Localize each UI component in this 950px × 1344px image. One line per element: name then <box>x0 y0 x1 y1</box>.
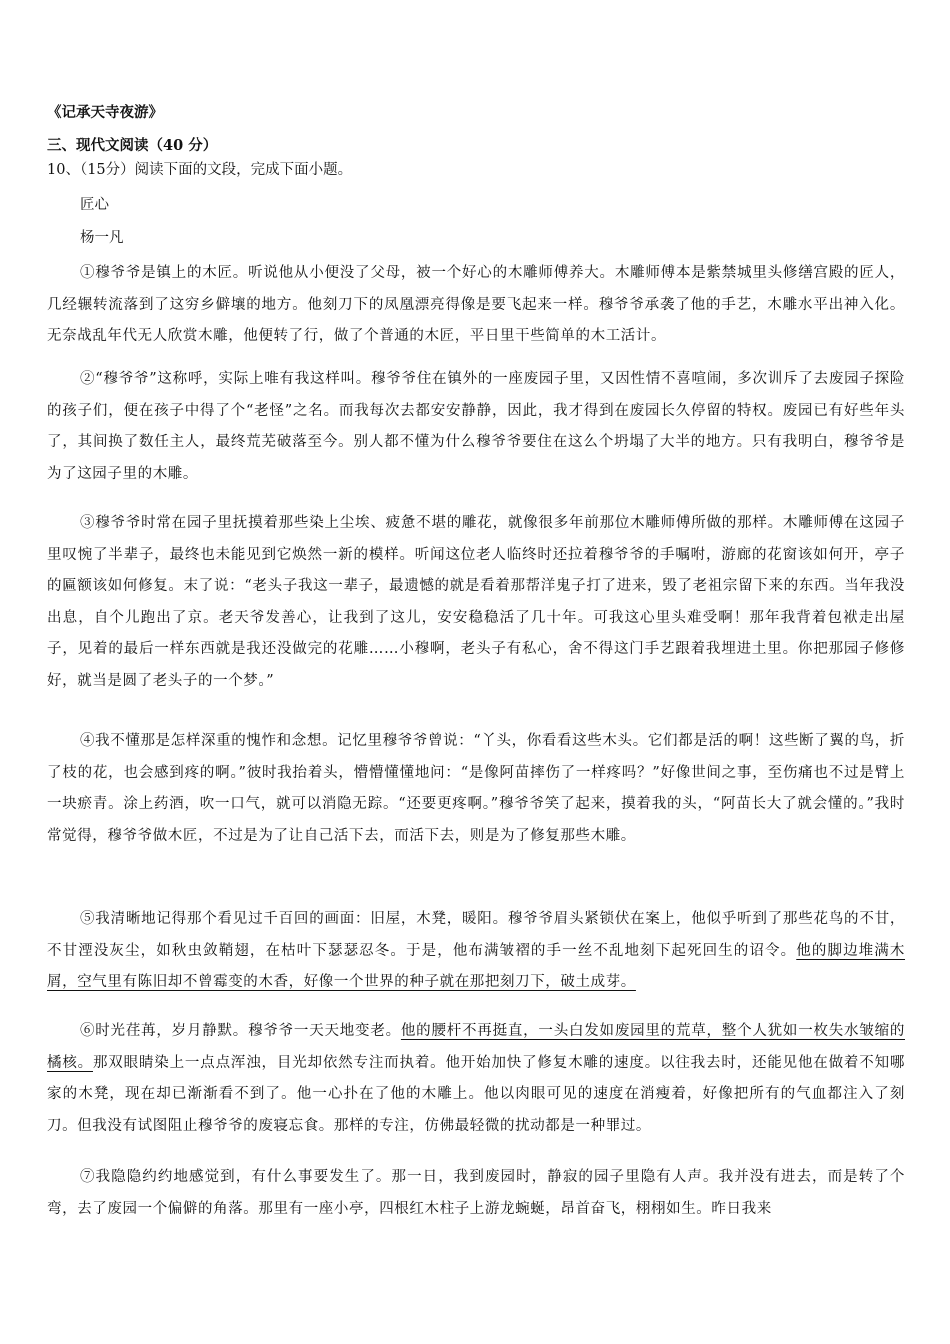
paragraph-6-underlined-sentence: 他的腰杆不再挺直，一头白发如废园里的荒草，整个人犹如一枚失水皱缩的橘核。 <box>47 1023 905 1071</box>
paragraph-5 <box>47 904 905 999</box>
paragraph-3: ③穆爷爷时常在园子里抚摸着那些染上尘埃、疲惫不堪的雕花，就像很多年前那位木雕师傅所做的那样。木雕师傅在这园子里叹惋了半辈子，最终也未能见到它焕然一新的模样。听闻这位老人临终时还拉着穆爷爷的手嘱咐，游廊的花窗该如何开，亭子的匾额该如何修复。末了说：“老头子我这一辈子，最遗憾的就是看着那帮洋鬼子打了进来，毁了老祖宗留下来的东西。当年我没出息，自个儿跑出了京。老天爷发善心，让我到了这儿，安安稳稳活了几十年。可我这心里头难受啊！那年我背着包袱走出屋子，见着的最后一样东西就是我还没做完的花雕……小穆啊，老头子有私心，舍不得这门手艺跟着我埋进土里。你把那园子修修好，就当是圆了老头子的一个梦。” <box>47 515 905 689</box>
paragraph-1: ①穆爷爷是镇上的木匠。听说他从小便没了父母，被一个好心的木雕师傅养大。木雕师傅本是紫禁城里头修缮宫殿的匠人，几经辗转流落到了这穷乡僻壤的地方。他刻刀下的凤凰漂亮得像是要飞起来一样。穆爷爷承袭了他的手艺，木雕水平出神入化。无奈战乱年代无人欣赏木雕，他便转了行，做了个普通的木匠，平日里干些简单的木工活计。 <box>47 265 905 344</box>
paragraph-7: ⑦我隐隐约约地感觉到，有什么事要发生了。那一日，我到废园时，静寂的园子里隐有人声。我并没有进去，而是转了个弯，去了废园一个偏僻的角落。那里有一座小亭，四根红木柱子上游龙蜿蜒，昂首奋飞，栩栩如生。昨日我来 <box>47 1169 905 1217</box>
question-line: 10、（15分）阅读下面的文段，完成下面小题。 <box>47 162 353 178</box>
section-title: 三、现代文阅读（40 分） <box>47 137 218 154</box>
paragraph-6 <box>47 1016 905 1142</box>
previous-passage-title: 《记承天寺夜游》 <box>47 104 163 121</box>
paragraph-5-underlined-sentence: 他的脚边堆满木屑，空气里有陈旧却不曾霉变的木香，好像一个世界的种子就在那把刻刀下，破土成芽。 <box>47 942 906 990</box>
article-title: 匠心 <box>80 197 109 213</box>
paragraph-6-text-start: ⑥时光荏苒，岁月静默。穆爷爷一天天地变老。 <box>80 1023 401 1039</box>
paragraph-6-text-end: 那双眼睛染上一点点浑浊，目光却依然专注而执着。他开始加快了修复木雕的速度。以往我去时，还能见他在做着不知哪家的木凳，现在却已渐渐看不到了。他一心扑在了他的木雕上。他以肉眼可见的速度在消瘦着，好像把所有的气血都注入了刻刀。但我没有试图阻止穆爷爷的废寝忘食。那样的专注，仿佛最轻微的扰动都是一种罪过。 <box>47 1054 905 1134</box>
paragraph-2: ②“穆爷爷”这称呼，实际上唯有我这样叫。穆爷爷住在镇外的一座废园子里，又因性情不喜喧闹，多次训斥了去废园子探险的孩子们，便在孩子中得了个“老怪”之名。而我每次去都安安静静，因此，我才得到在废园长久停留的特权。废园已有好些年头了，其间换了数任主人，最终荒芜破落至今。别人都不懂为什么穆爷爷要住在这么个坍塌了大半的地方。只有我明白，穆爷爷是为了这园子里的木雕。 <box>47 371 905 482</box>
article-author: 杨一凡 <box>80 230 124 246</box>
paragraph-4: ④我不懂那是怎样深重的愧怍和念想。记忆里穆爷爷曾说：“丫头，你看看这些木头。它们都是活的啊！这些断了翼的鸟，折了枝的花，也会感到疼的啊。”彼时我抬着头，懵懵懂懂地问：“是像阿苗摔伤了一样疼吗？”好像世间之事，至伤痛也不过是臂上一块瘀青。涂上药酒，吹一口气，就可以消隐无踪。“还要更疼啊。”穆爷爷笑了起来，摸着我的头，“阿苗长大了就会懂的。”我时常觉得，穆爷爷做木匠，不过是为了让自己活下去，而活下去，则是为了修复那些木雕。 <box>47 733 905 844</box>
paragraph-5-text: ⑤我清晰地记得那个看见过千百回的画面：旧屋，木凳，暖阳。穆爷爷眉头紧锁伏在案上，他似乎听到了那些花鸟的不甘，不甘湮没灰尘，如秋虫敛鞘翅，在枯叶下瑟瑟忍冬。于是，他布满皱褶的手一丝不乱地刻下起死回生的诏令。 <box>47 911 905 959</box>
